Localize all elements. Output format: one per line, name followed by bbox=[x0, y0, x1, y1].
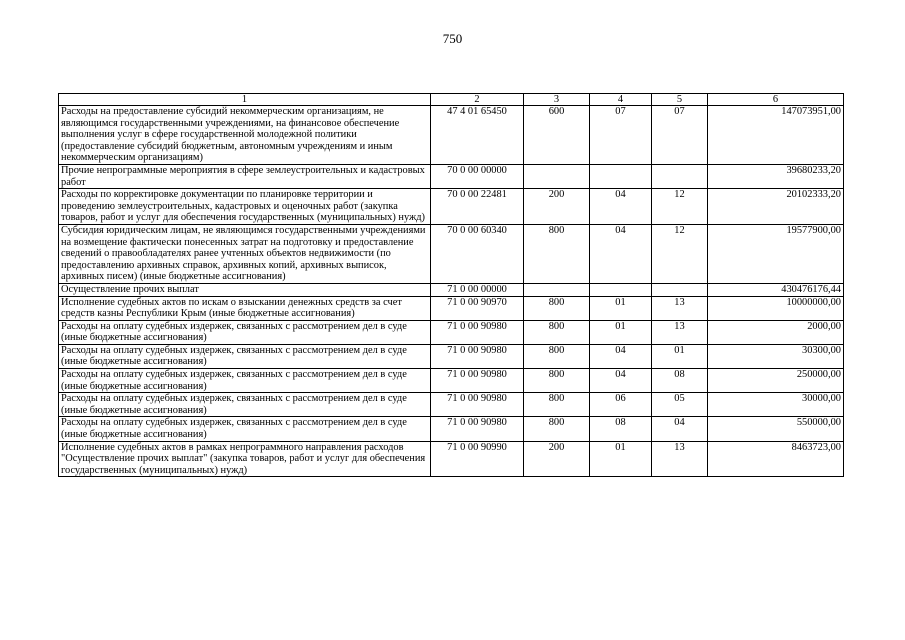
row-expense-type-cell: 800 bbox=[524, 417, 590, 441]
row-code-cell: 47 4 01 65450 bbox=[431, 106, 524, 165]
row-subsection-cell: 04 bbox=[652, 417, 708, 441]
row-subsection-cell: 13 bbox=[652, 441, 708, 477]
row-code-cell: 71 0 00 90980 bbox=[431, 344, 524, 368]
row-amount-cell: 10000000,00 bbox=[708, 296, 844, 320]
row-section-cell: 01 bbox=[590, 441, 652, 477]
table-row bbox=[59, 441, 844, 477]
row-name-cell: Расходы по корректировке документации по планировке территории и проведению землеустроительных, кадастровых и оценочных работ (закупка товаров, работ и услуг для обеспечения государственных (муниципальных) нужд) bbox=[59, 189, 431, 225]
row-expense-type-cell bbox=[524, 164, 590, 188]
row-amount-cell: 2000,00 bbox=[708, 320, 844, 344]
row-section-cell: 04 bbox=[590, 224, 652, 283]
table-row bbox=[59, 224, 844, 283]
row-name-cell: Расходы на оплату судебных издержек, связанных с рассмотрением дел в суде (иные бюджетные ассигнования) bbox=[59, 417, 431, 441]
row-code-cell: 70 0 00 60340 bbox=[431, 224, 524, 283]
row-section-cell: 04 bbox=[590, 189, 652, 225]
row-subsection-cell: 13 bbox=[652, 320, 708, 344]
column-header: 6 bbox=[708, 94, 844, 106]
row-expense-type-cell: 200 bbox=[524, 189, 590, 225]
row-name-cell: Расходы на предоставление субсидий некоммерческим организациям, не являющимся государственными учреждениями, на финансовое обеспечение выполнения услуг в сфере государственной молодежной политики (предоставление субсидий бюджетным, автономным учреждениям и иным некоммерческим организациям) bbox=[59, 106, 431, 165]
row-amount-cell: 550000,00 bbox=[708, 417, 844, 441]
row-section-cell: 07 bbox=[590, 106, 652, 165]
column-header: 3 bbox=[524, 94, 590, 106]
row-subsection-cell: 05 bbox=[652, 393, 708, 417]
table-row bbox=[59, 296, 844, 320]
row-amount-cell: 147073951,00 bbox=[708, 106, 844, 165]
row-amount-cell: 19577900,00 bbox=[708, 224, 844, 283]
row-code-cell: 71 0 00 90990 bbox=[431, 441, 524, 477]
row-name-cell: Осуществление прочих выплат bbox=[59, 283, 431, 296]
row-subsection-cell: 12 bbox=[652, 224, 708, 283]
budget-table bbox=[58, 93, 844, 477]
page-number: 750 bbox=[442, 31, 463, 46]
row-name-cell: Расходы на оплату судебных издержек, связанных с рассмотрением дел в суде (иные бюджетные ассигнования) bbox=[59, 344, 431, 368]
row-expense-type-cell: 800 bbox=[524, 320, 590, 344]
row-expense-type-cell: 800 bbox=[524, 344, 590, 368]
column-header: 4 bbox=[590, 94, 652, 106]
row-code-cell: 70 0 00 00000 bbox=[431, 164, 524, 188]
column-header: 5 bbox=[652, 94, 708, 106]
row-code-cell: 71 0 00 00000 bbox=[431, 283, 524, 296]
row-section-cell: 08 bbox=[590, 417, 652, 441]
row-subsection-cell: 07 bbox=[652, 106, 708, 165]
table-row bbox=[59, 189, 844, 225]
row-subsection-cell bbox=[652, 164, 708, 188]
row-name-cell: Исполнение судебных актов по искам о взыскании денежных средств за счет средств казны Республики Крым (иные бюджетные ассигнования) bbox=[59, 296, 431, 320]
table-row bbox=[59, 369, 844, 393]
row-code-cell: 71 0 00 90980 bbox=[431, 393, 524, 417]
row-name-cell: Расходы на оплату судебных издержек, связанных с рассмотрением дел в суде (иные бюджетные ассигнования) bbox=[59, 369, 431, 393]
row-subsection-cell: 01 bbox=[652, 344, 708, 368]
row-code-cell: 71 0 00 90970 bbox=[431, 296, 524, 320]
row-code-cell: 71 0 00 90980 bbox=[431, 320, 524, 344]
row-subsection-cell: 08 bbox=[652, 369, 708, 393]
row-section-cell bbox=[590, 164, 652, 188]
row-subsection-cell bbox=[652, 283, 708, 296]
row-code-cell: 71 0 00 90980 bbox=[431, 369, 524, 393]
table-row bbox=[59, 106, 844, 165]
row-expense-type-cell: 800 bbox=[524, 224, 590, 283]
row-code-cell: 71 0 00 90980 bbox=[431, 417, 524, 441]
table-row bbox=[59, 320, 844, 344]
row-expense-type-cell: 200 bbox=[524, 441, 590, 477]
row-amount-cell: 430476176,44 bbox=[708, 283, 844, 296]
row-amount-cell: 20102333,20 bbox=[708, 189, 844, 225]
row-name-cell: Расходы на оплату судебных издержек, связанных с рассмотрением дел в суде (иные бюджетные ассигнования) bbox=[59, 320, 431, 344]
table-row bbox=[59, 417, 844, 441]
row-subsection-cell: 13 bbox=[652, 296, 708, 320]
row-expense-type-cell: 600 bbox=[524, 106, 590, 165]
row-section-cell: 01 bbox=[590, 320, 652, 344]
table-row bbox=[59, 283, 844, 296]
row-amount-cell: 250000,00 bbox=[708, 369, 844, 393]
row-amount-cell: 30000,00 bbox=[708, 393, 844, 417]
row-expense-type-cell: 800 bbox=[524, 369, 590, 393]
row-name-cell: Исполнение судебных актов в рамках непрограммного направления расходов "Осуществление прочих выплат" (закупка товаров, работ и услуг для обеспечения государственных (муниципальных) нужд) bbox=[59, 441, 431, 477]
row-section-cell: 06 bbox=[590, 393, 652, 417]
row-name-cell: Расходы на оплату судебных издержек, связанных с рассмотрением дел в суде (иные бюджетные ассигнования) bbox=[59, 393, 431, 417]
row-amount-cell: 30300,00 bbox=[708, 344, 844, 368]
row-section-cell: 04 bbox=[590, 344, 652, 368]
column-header: 2 bbox=[431, 94, 524, 106]
row-expense-type-cell: 800 bbox=[524, 393, 590, 417]
row-expense-type-cell bbox=[524, 283, 590, 296]
row-subsection-cell: 12 bbox=[652, 189, 708, 225]
row-name-cell: Субсидия юридическим лицам, не являющимся государственными учреждениями на возмещение фактически понесенных затрат на подготовку и предоставление сведений о правообладателях ранее учтенных объектов недвижимости (по предоставлению архивных справок, архивных копий, архивных выписок, архивных писем) (иные бюджетные ассигнования) bbox=[59, 224, 431, 283]
row-name-cell: Прочие непрограммные мероприятия в сфере землеустроительных и кадастровых работ bbox=[59, 164, 431, 188]
column-header: 1 bbox=[59, 94, 431, 106]
header-row bbox=[59, 94, 844, 106]
row-section-cell: 04 bbox=[590, 369, 652, 393]
table-row bbox=[59, 164, 844, 188]
table-row bbox=[59, 344, 844, 368]
row-amount-cell: 39680233,20 bbox=[708, 164, 844, 188]
row-expense-type-cell: 800 bbox=[524, 296, 590, 320]
table-row bbox=[59, 393, 844, 417]
row-amount-cell: 8463723,00 bbox=[708, 441, 844, 477]
row-section-cell: 01 bbox=[590, 296, 652, 320]
row-section-cell bbox=[590, 283, 652, 296]
row-code-cell: 70 0 00 22481 bbox=[431, 189, 524, 225]
